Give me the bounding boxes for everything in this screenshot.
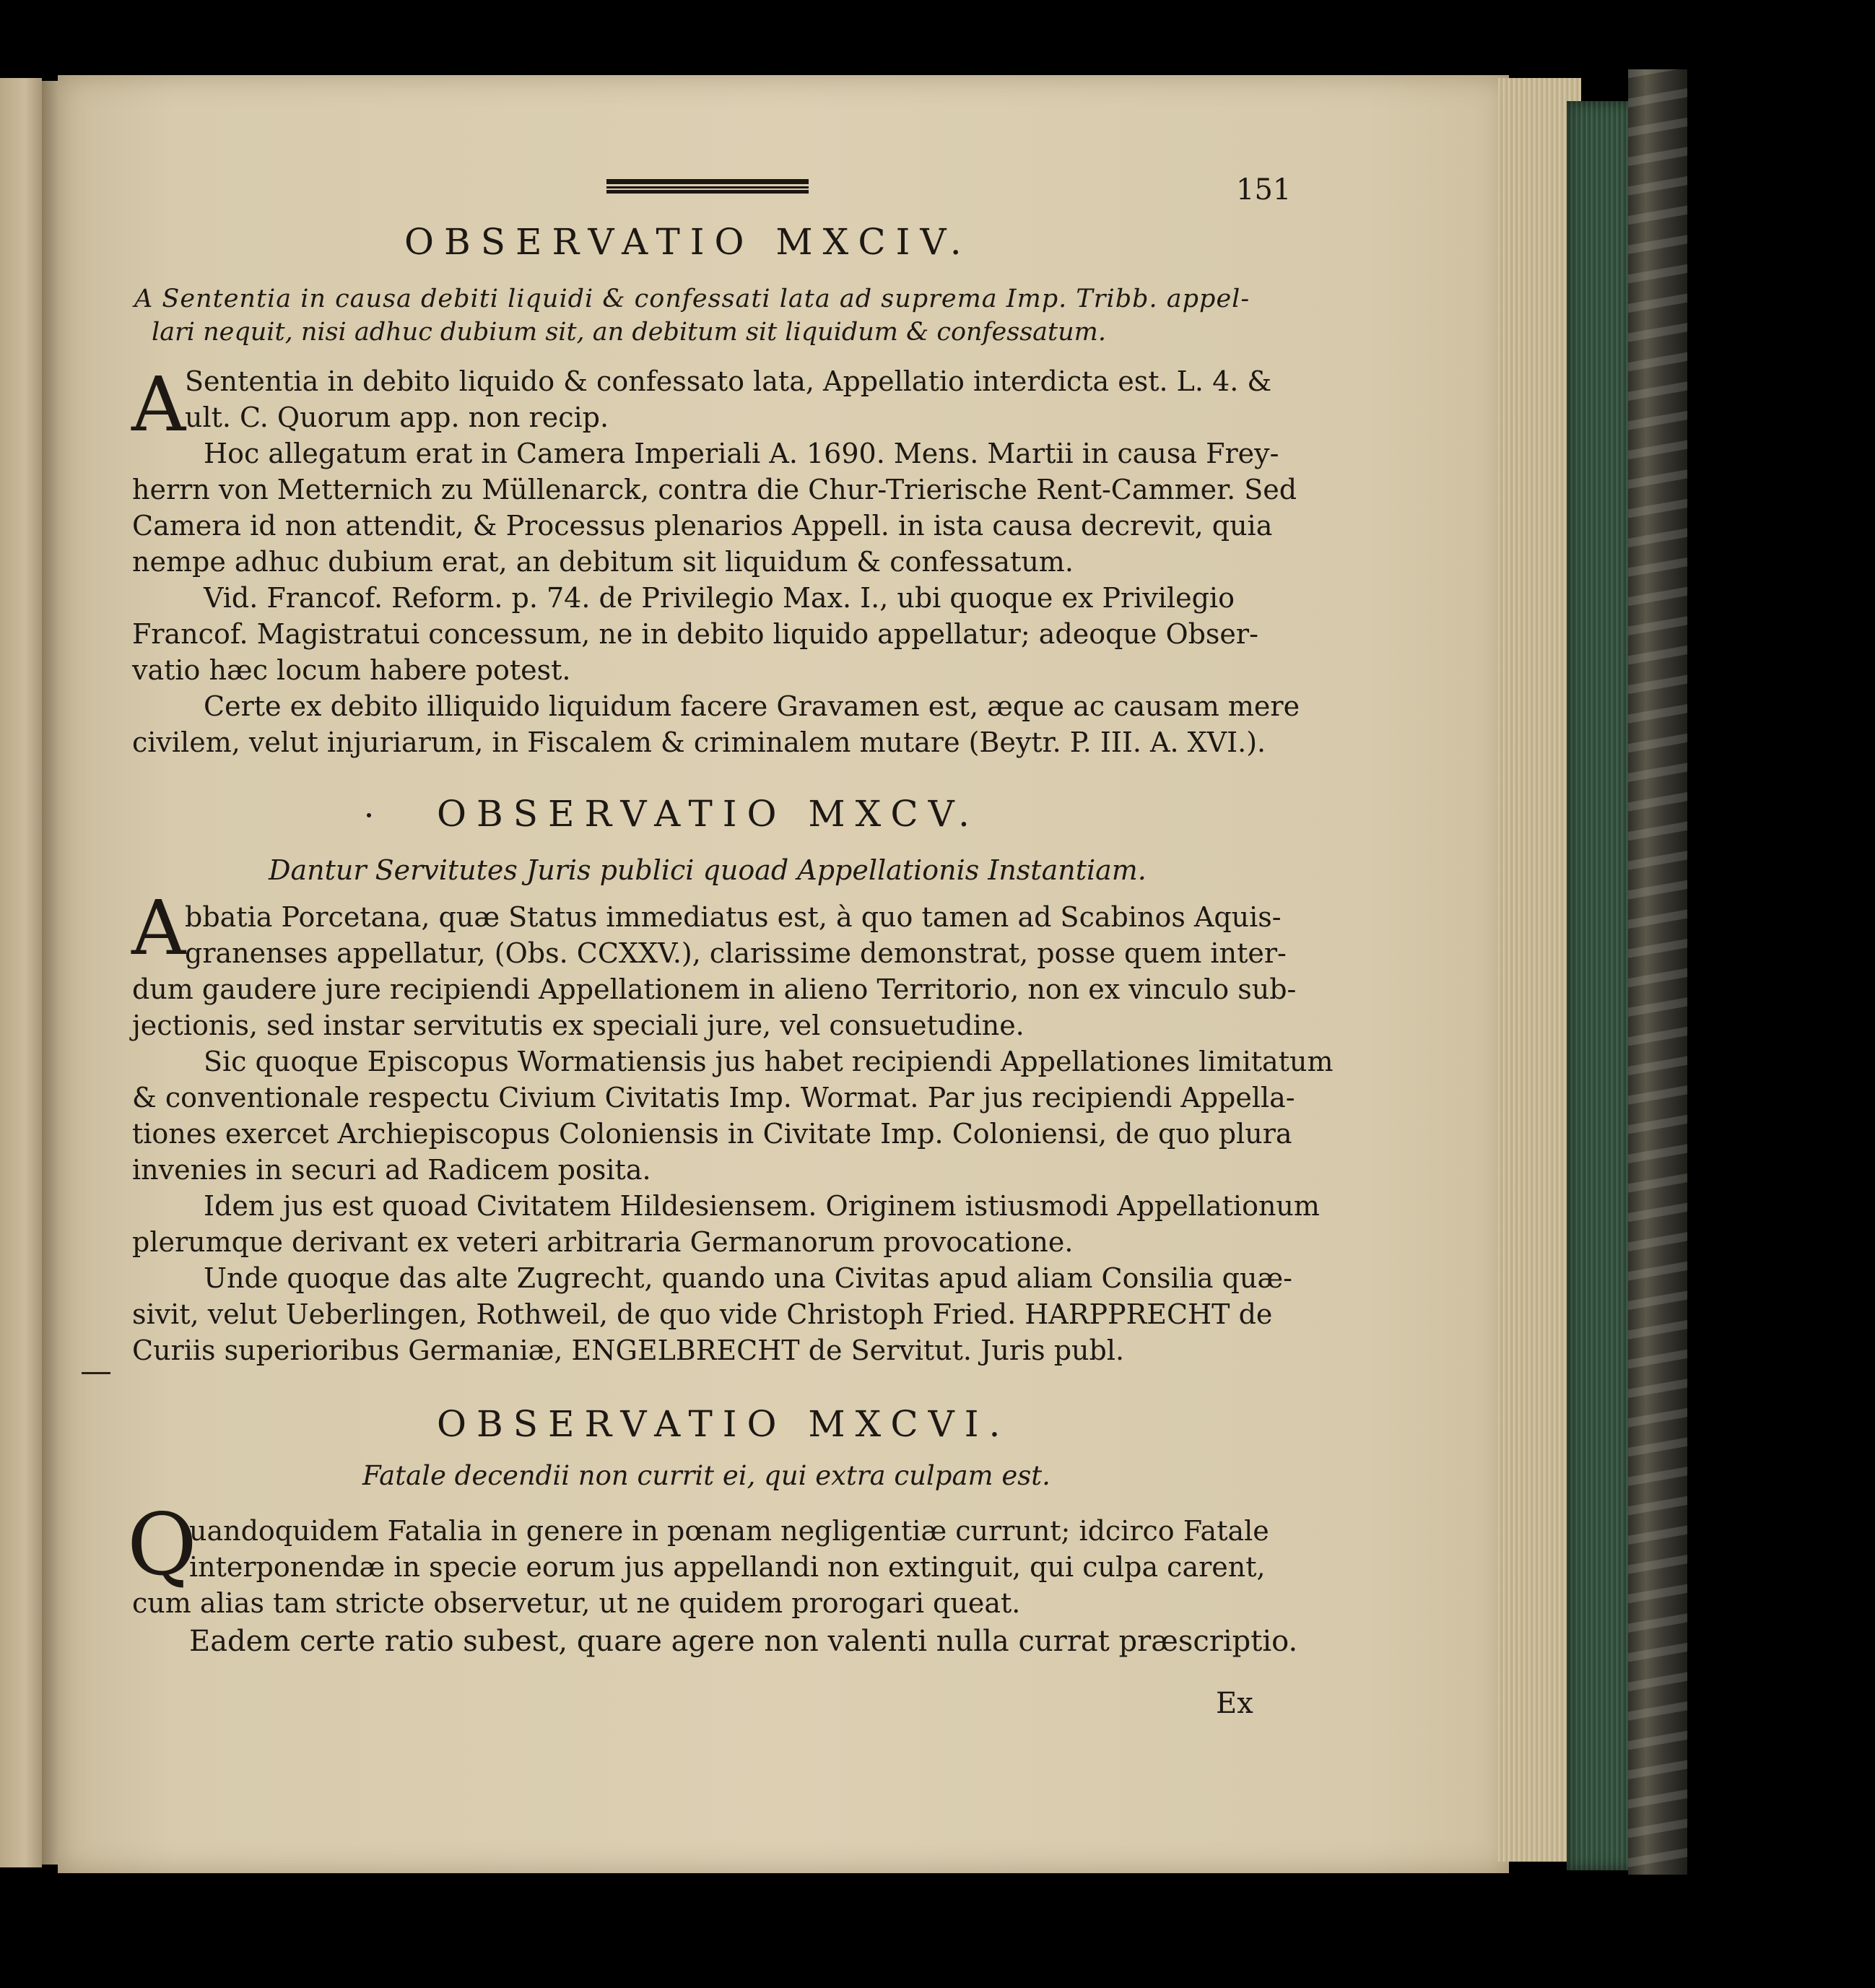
header-ornament: [606, 179, 809, 194]
page-number: 151: [1236, 173, 1292, 207]
text-line: Camera id non attendit, & Processus plenarios Appell. in ista causa decrevit, quia: [132, 510, 1273, 542]
section-summary: Dantur Servitutes Juris publici quoad Appellationis Instantiam.: [269, 854, 1147, 886]
text-line: granenses appellatur, (Obs. CCXXV.), clarissime demonstrat, posse quem inter-: [185, 937, 1287, 969]
text-line: civilem, velut injuriarum, in Fiscalem & criminalem mutare (Beytr. P. III. A. XVI.).: [132, 726, 1266, 758]
text-line: Curiis superioribus Germaniæ, ENGELBRECHT de Servitut. Juris publ.: [132, 1334, 1125, 1366]
text-line: plerumque derivant ex veteri arbitraria Germanorum provocatione.: [132, 1226, 1074, 1258]
text-line: bbatia Porcetana, quæ Status immediatus est, à quo tamen ad Scabinos Aquis-: [185, 901, 1282, 933]
text-line: uandoquidem Fatalia in genere in pœnam negligentiæ currunt; idcirco Fatale: [189, 1515, 1269, 1547]
text-line: Eadem certe ratio subest, quare agere non valenti nulla currat præscriptio.: [189, 1625, 1298, 1658]
section-summary: Fatale decendii non currit ei, qui extra culpam est.: [362, 1460, 1050, 1491]
section-heading: OBSERVATIO MXCVI.: [437, 1403, 1011, 1445]
text-line: vatio hæc locum habere potest.: [132, 654, 571, 686]
drop-cap: Q: [127, 1495, 197, 1594]
text-line: Hoc allegatum erat in Camera Imperiali A. 1690. Mens. Martii in causa Frey-: [204, 438, 1279, 469]
text-line: nempe adhuc dubium erat, an debitum sit liquidum & confessatum.: [132, 546, 1074, 578]
catchword: Ex: [1216, 1687, 1253, 1720]
text-line: jectionis, sed instar servitutis ex speciali jure, vel consuetudine.: [132, 1010, 1024, 1041]
text-line: tiones exercet Archiepiscopus Coloniensis in Civitate Imp. Coloniensi, de quo plura: [132, 1118, 1292, 1150]
text-line: sivit, velut Ueberlingen, Rothweil, de quo vide Christoph Fried. HARPPRECHT de: [132, 1298, 1273, 1330]
text-line: dum gaudere jure recipiendi Appellationem in alieno Territorio, non ex vinculo sub-: [132, 973, 1297, 1005]
coloured-page-edges: [1567, 101, 1635, 1870]
margin-mark: [82, 1372, 110, 1374]
text-line: cum alias tam stricte observetur, ut ne quidem prorogari queat.: [132, 1587, 1021, 1619]
text-line: interponendæ in specie eorum jus appellandi non extinguit, qui culpa carent,: [189, 1551, 1266, 1583]
text-line: Unde quoque das alte Zugrecht, quando una Civitas apud aliam Consilia quæ-: [204, 1262, 1292, 1294]
stray-mark: [367, 813, 371, 817]
section-heading: OBSERVATIO MXCIV.: [404, 221, 972, 263]
drop-cap: A: [131, 360, 186, 448]
section-heading: OBSERVATIO MXCV.: [437, 793, 980, 835]
text-line: Sententia in debito liquido & confessato lata, Appellatio interdicta est. L. 4. &: [185, 365, 1272, 397]
facing-page-edge: [0, 78, 42, 1867]
section-summary: lari nequit, nisi adhuc dubium sit, an debitum sit liquidum & confessatum.: [152, 318, 1106, 347]
book-cover: [1628, 69, 1687, 1875]
text-line: Idem jus est quoad Civitatem Hildesiensem. Originem istiusmodi Appellationum: [204, 1190, 1320, 1222]
text-line: Francof. Magistratui concessum, ne in debito liquido appellatur; adeoque Obser-: [132, 618, 1258, 650]
section-summary: A Sententia in causa debiti liquidi & confessati lata ad suprema Imp. Tribb. appel-: [134, 285, 1250, 313]
text-line: herrn von Metternich zu Müllenarck, contra die Chur-Trierische Rent-Cammer. Sed: [132, 474, 1297, 505]
text-line: & conventionale respectu Civium Civitatis Imp. Wormat. Par jus recipiendi Appella-: [132, 1082, 1295, 1114]
text-line: invenies in securi ad Radicem posita.: [132, 1154, 651, 1186]
text-line: Certe ex debito illiquido liquidum facere Gravamen est, æque ac causam mere: [204, 690, 1300, 722]
text-line: ult. C. Quorum app. non recip.: [185, 401, 609, 433]
text-line: Sic quoque Episcopus Wormatiensis jus habet recipiendi Appellationes limitatum: [204, 1046, 1334, 1077]
text-line: Vid. Francof. Reform. p. 74. de Privilegio Max. I., ubi quoque ex Privilegio: [204, 582, 1235, 614]
drop-cap: A: [131, 884, 186, 972]
